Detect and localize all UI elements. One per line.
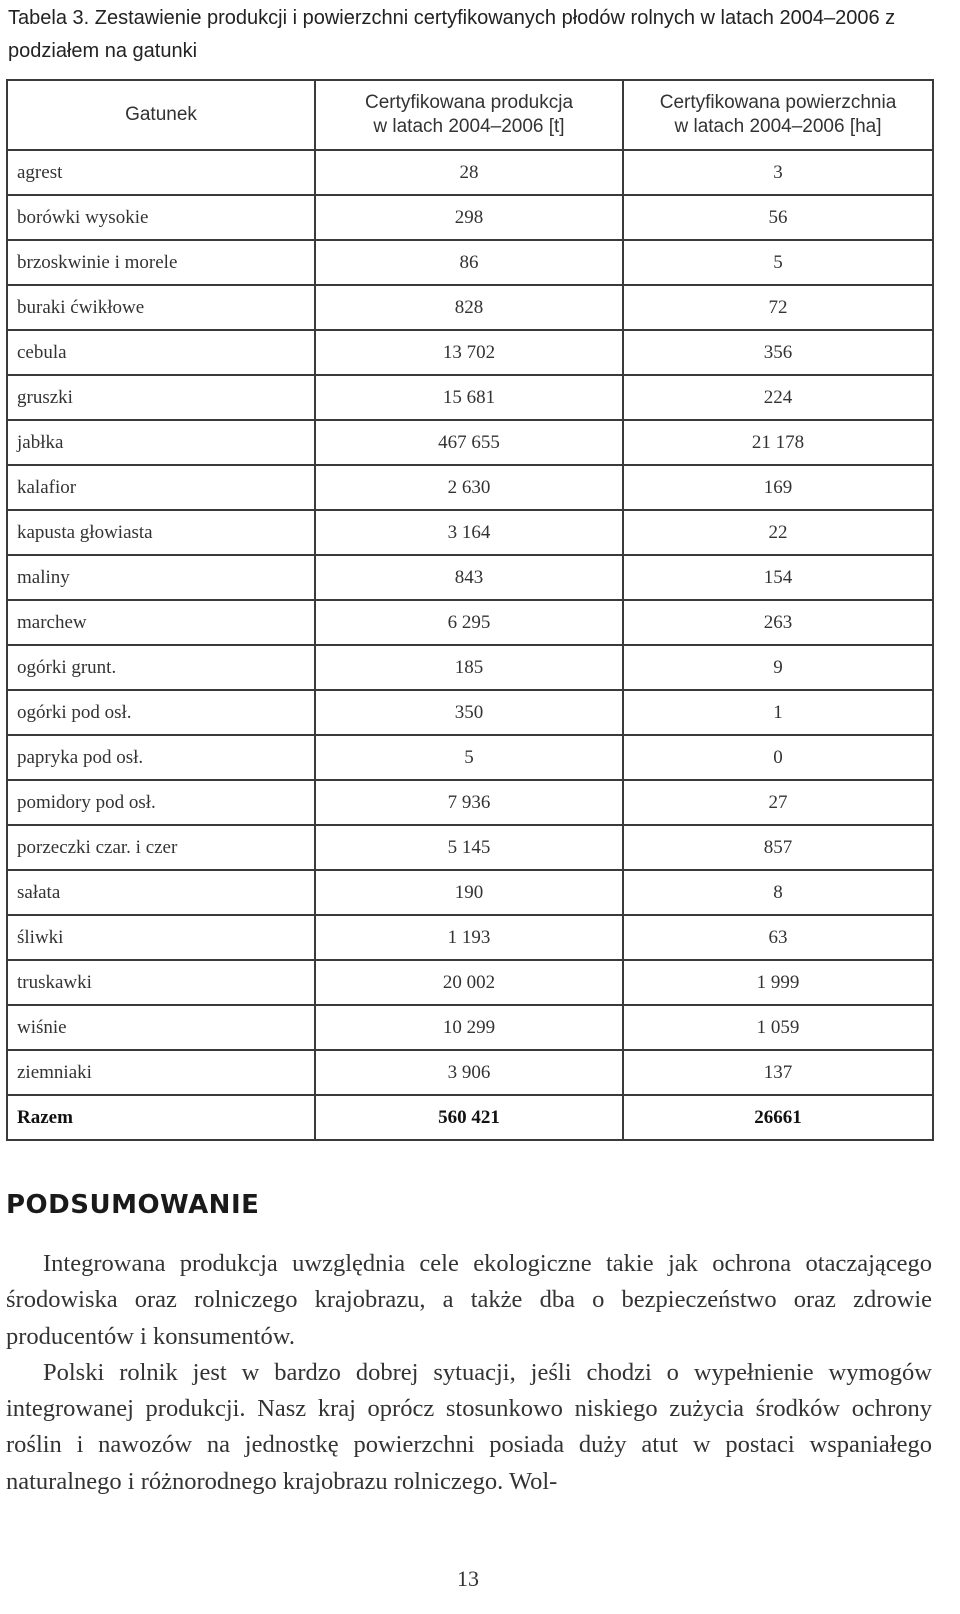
table-row — [7, 285, 933, 330]
species-cell: agrest — [7, 150, 315, 195]
header-production-line1: Certyfikowana produkcja — [364, 92, 574, 113]
table-row — [7, 555, 933, 600]
header-area-line1: Certyfikowana powierzchnia — [659, 92, 897, 113]
paragraph-2: Polski rolnik jest w bardzo dobrej sytuacji, jeśli chodzi o wypełnienie wymogów integrowanej produkcji. Nasz kraj oprócz stosunkowo niskiego zużycia środków ochrony roślin i nawozów na jednostkę powierzchni posiada duży atut w postaci wspaniałego naturalnego i różnorodnego krajobrazu rolniczego. Wol- — [6, 1358, 932, 1495]
production-cell: 5 — [315, 735, 623, 780]
table-row — [7, 1050, 933, 1095]
table-row — [7, 645, 933, 690]
production-cell: 15 681 — [315, 375, 623, 420]
table-row — [7, 780, 933, 825]
table-row — [7, 420, 933, 465]
total-label: Razem — [7, 1095, 315, 1140]
table-caption: Tabela 3. Zestawienie produkcji i powierzchni certyfikowanych płodów rolnych w latach 2004–2006 z podziałem na gatunki — [8, 7, 896, 62]
production-cell: 467 655 — [315, 420, 623, 465]
header-production-line2: w latach 2004–2006 [t] — [373, 116, 565, 137]
table-row — [7, 150, 933, 195]
area-cell: 27 — [623, 780, 933, 825]
production-cell: 6 295 — [315, 600, 623, 645]
species-cell: wiśnie — [7, 1005, 315, 1050]
table-row — [7, 915, 933, 960]
area-cell: 356 — [623, 330, 933, 375]
header-area — [623, 80, 933, 150]
production-cell: 828 — [315, 285, 623, 330]
production-cell: 7 936 — [315, 780, 623, 825]
area-cell: 1 — [623, 690, 933, 735]
production-cell: 350 — [315, 690, 623, 735]
species-cell: marchew — [7, 600, 315, 645]
species-cell: cebula — [7, 330, 315, 375]
production-cell: 3 906 — [315, 1050, 623, 1095]
paragraph-1: Integrowana produkcja uwzględnia cele ekologiczne takie jak ochrona otaczającego środowiska oraz rolniczego krajobrazu, a także dba o bezpieczeństwo oraz zdrowie producentów i konsumentów. — [6, 1250, 932, 1350]
production-cell: 190 — [315, 870, 623, 915]
production-cell: 843 — [315, 555, 623, 600]
species-cell: ziemniaki — [7, 1050, 315, 1095]
table-row — [7, 870, 933, 915]
area-cell: 1 999 — [623, 960, 933, 1005]
species-cell: pomidory pod osł. — [7, 780, 315, 825]
header-area-line2: w latach 2004–2006 [ha] — [674, 116, 882, 137]
area-cell: 72 — [623, 285, 933, 330]
area-cell: 63 — [623, 915, 933, 960]
table-row — [7, 465, 933, 510]
species-cell: papryka pod osł. — [7, 735, 315, 780]
species-cell: jabłka — [7, 420, 315, 465]
species-cell: buraki ćwikłowe — [7, 285, 315, 330]
species-cell: borówki wysokie — [7, 195, 315, 240]
total-row — [7, 1095, 933, 1140]
production-cell: 10 299 — [315, 1005, 623, 1050]
species-cell: brzoskwinie i morele — [7, 240, 315, 285]
area-cell: 9 — [623, 645, 933, 690]
production-cell: 5 145 — [315, 825, 623, 870]
species-cell: śliwki — [7, 915, 315, 960]
production-cell: 20 002 — [315, 960, 623, 1005]
species-cell: truskawki — [7, 960, 315, 1005]
area-cell: 21 178 — [623, 420, 933, 465]
area-cell: 857 — [623, 825, 933, 870]
species-cell: gruszki — [7, 375, 315, 420]
certified-production-table — [6, 79, 934, 1141]
production-cell: 86 — [315, 240, 623, 285]
section-title: PODSUMOWANIE — [6, 1190, 260, 1220]
table-row — [7, 735, 933, 780]
table-row — [7, 960, 933, 1005]
species-cell: sałata — [7, 870, 315, 915]
species-cell: porzeczki czar. i czer — [7, 825, 315, 870]
area-cell: 56 — [623, 195, 933, 240]
area-cell: 154 — [623, 555, 933, 600]
table-row — [7, 195, 933, 240]
area-cell: 22 — [623, 510, 933, 555]
area-cell: 1 059 — [623, 1005, 933, 1050]
table-row — [7, 825, 933, 870]
production-cell: 298 — [315, 195, 623, 240]
table-row — [7, 600, 933, 645]
area-cell: 5 — [623, 240, 933, 285]
area-cell: 169 — [623, 465, 933, 510]
production-cell: 2 630 — [315, 465, 623, 510]
summary-text — [6, 1246, 932, 1500]
table-row — [7, 375, 933, 420]
area-cell: 3 — [623, 150, 933, 195]
area-cell: 0 — [623, 735, 933, 780]
area-cell: 263 — [623, 600, 933, 645]
table-header-row — [7, 80, 933, 150]
table-body — [7, 150, 933, 1140]
species-cell: maliny — [7, 555, 315, 600]
area-cell: 137 — [623, 1050, 933, 1095]
area-cell: 224 — [623, 375, 933, 420]
species-cell: ogórki grunt. — [7, 645, 315, 690]
header-species: Gatunek — [7, 80, 315, 150]
table-row — [7, 510, 933, 555]
header-production — [315, 80, 623, 150]
species-cell: kapusta głowiasta — [7, 510, 315, 555]
table-row — [7, 330, 933, 375]
production-cell: 1 193 — [315, 915, 623, 960]
total-area: 26661 — [623, 1095, 933, 1140]
production-cell: 185 — [315, 645, 623, 690]
total-production: 560 421 — [315, 1095, 623, 1140]
species-cell: ogórki pod osł. — [7, 690, 315, 735]
production-cell: 28 — [315, 150, 623, 195]
area-cell: 8 — [623, 870, 933, 915]
page-number: 13 — [457, 1566, 479, 1591]
table-row — [7, 1005, 933, 1050]
table-row — [7, 240, 933, 285]
species-cell: kalafior — [7, 465, 315, 510]
production-cell: 13 702 — [315, 330, 623, 375]
production-cell: 3 164 — [315, 510, 623, 555]
table-row — [7, 690, 933, 735]
